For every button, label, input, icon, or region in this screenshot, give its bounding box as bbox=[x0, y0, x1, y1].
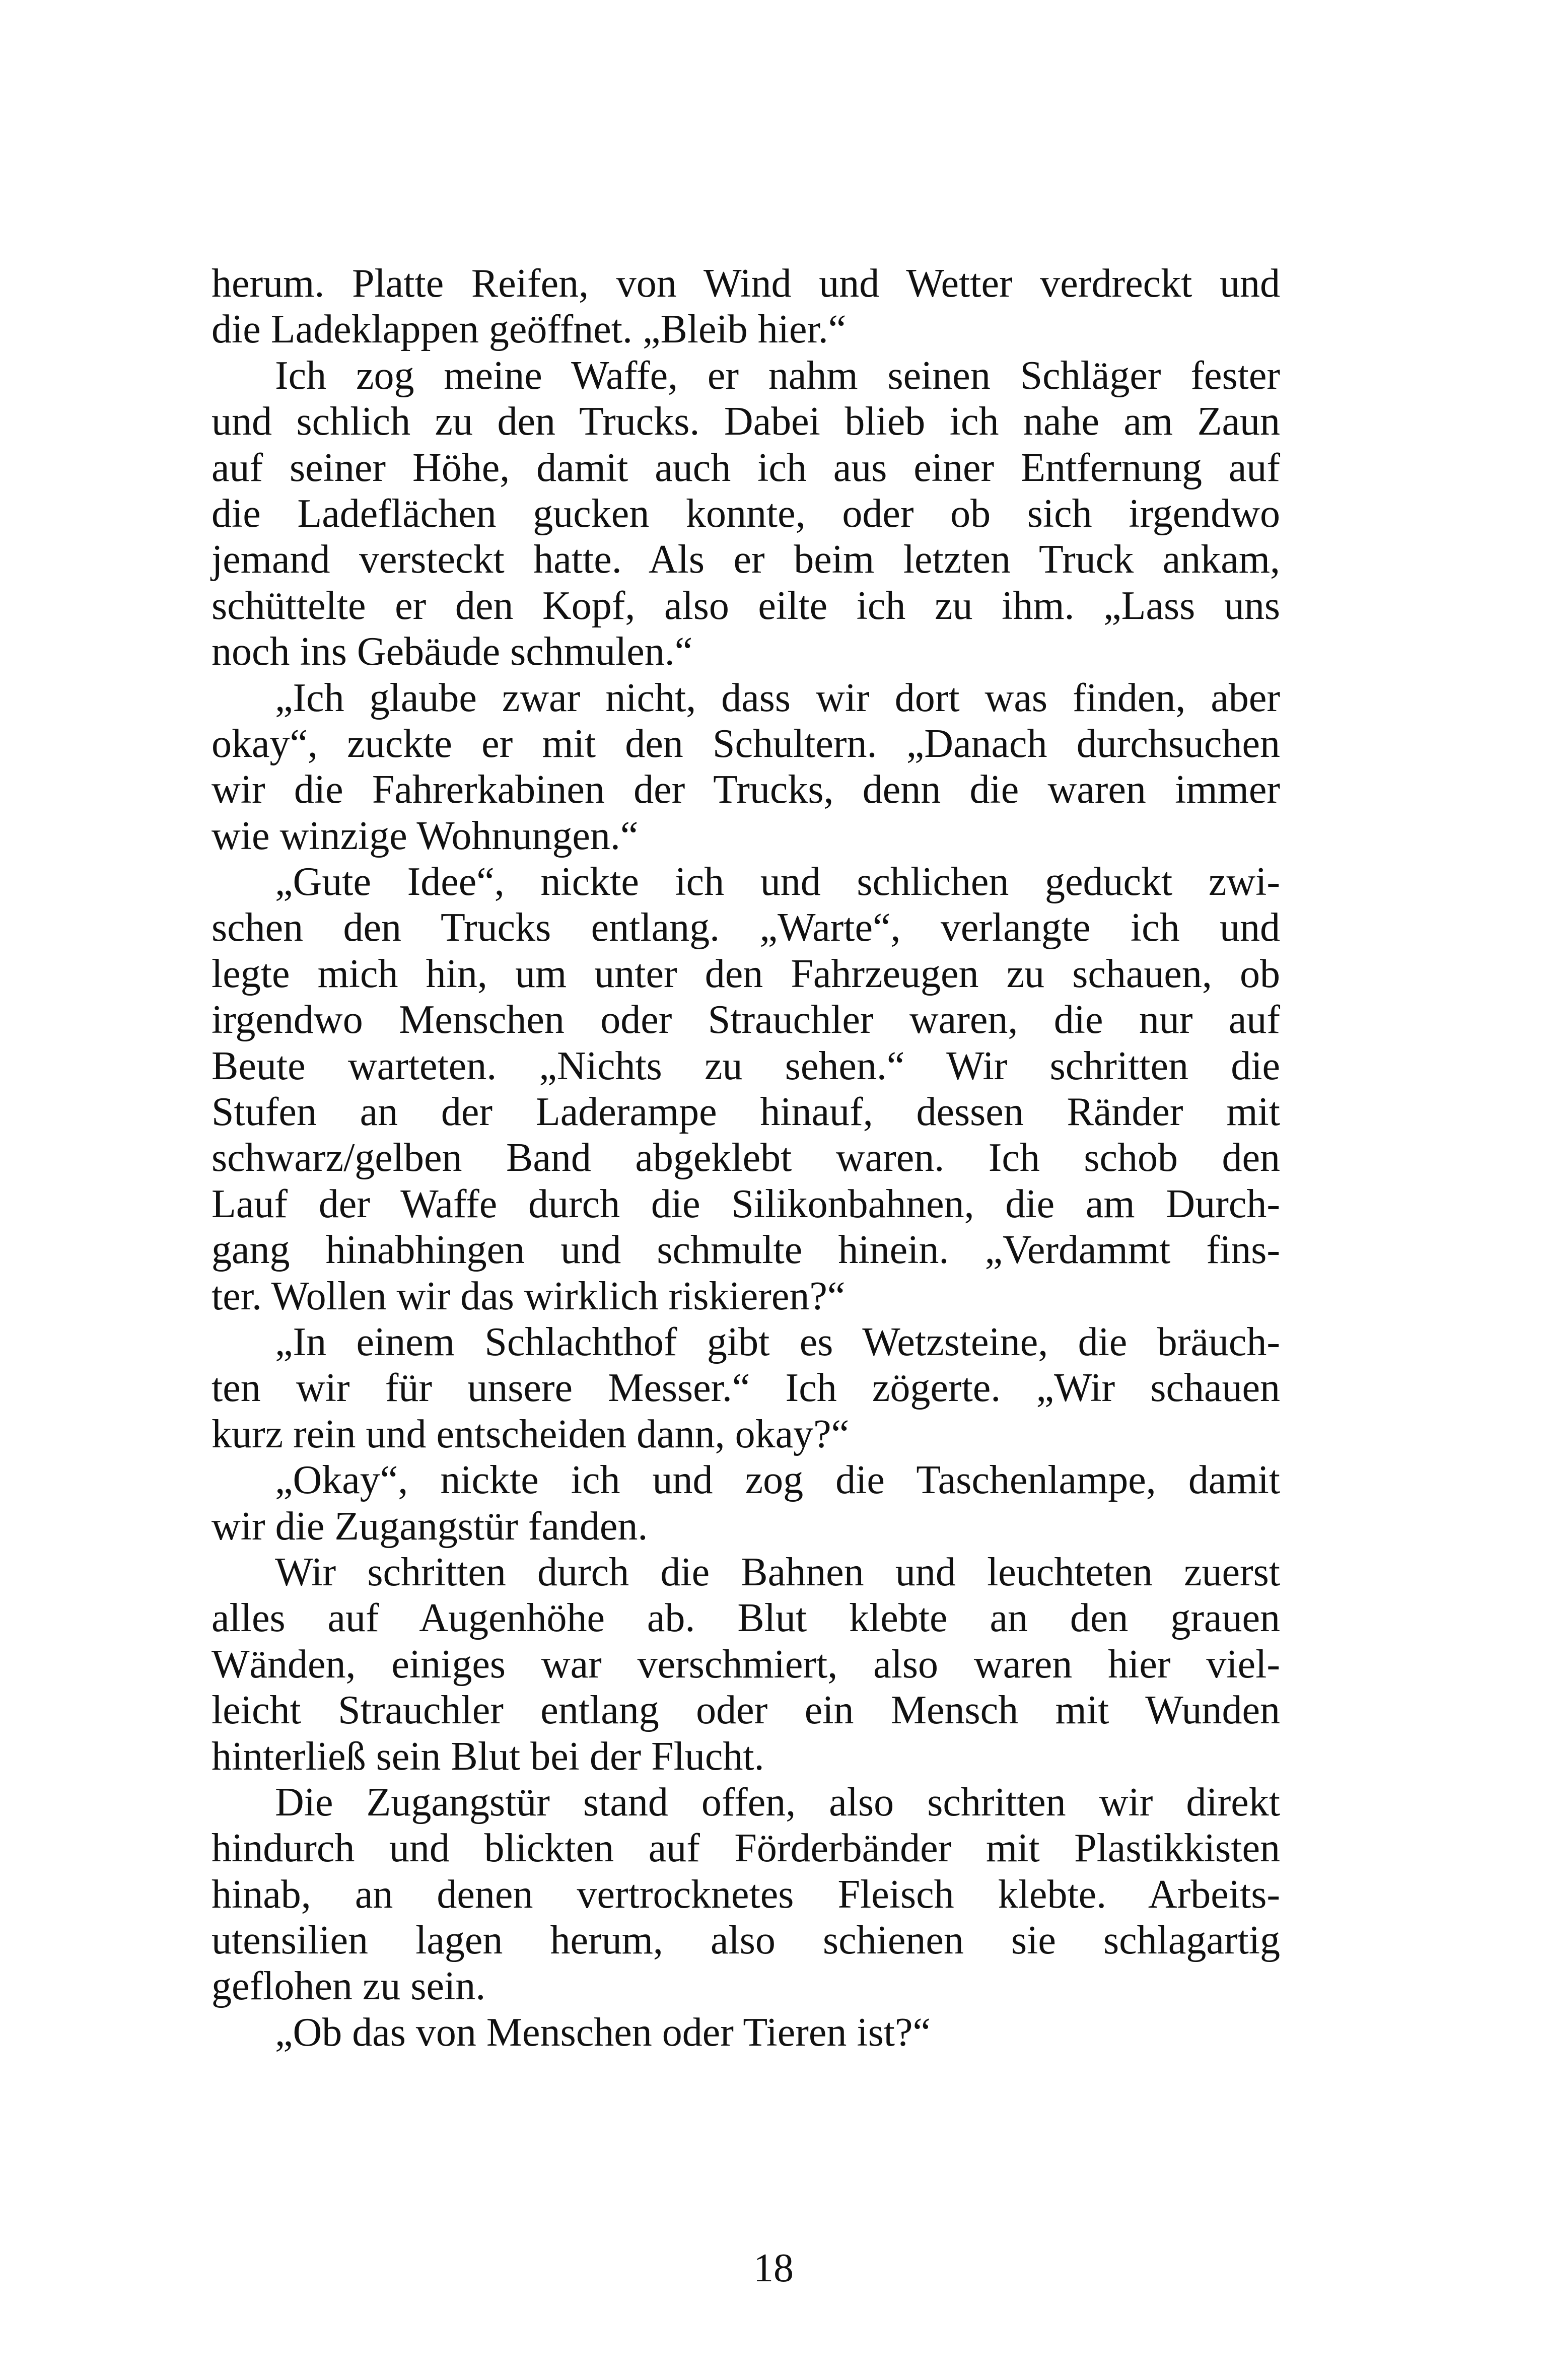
page-number: 18 bbox=[753, 2246, 794, 2290]
text-line: legte mich hin, um unter den Fahrzeugen zu schauen, ob bbox=[212, 951, 1280, 996]
text-line: ten wir für unsere Messer.“ Ich zögerte. „Wir schauen bbox=[212, 1366, 1280, 1411]
text-line: jemand versteckt hatte. Als er beim letzten Truck ankam, bbox=[212, 537, 1280, 582]
text-line: hinab, an denen vertrocknetes Fleisch klebte. Arbeits- bbox=[212, 1872, 1280, 1917]
text-line: herum. Platte Reifen, von Wind und Wetter verdreckt und bbox=[212, 261, 1280, 306]
text-line: die Ladeflächen gucken konnte, oder ob sich irgendwo bbox=[212, 491, 1280, 536]
text-line: wie winzige Wohnungen.“ bbox=[212, 813, 639, 858]
text-line: „Ich glaube zwar nicht, dass wir dort was finden, aber bbox=[275, 675, 1280, 720]
text-line: leicht Strauchler entlang oder ein Mensch mit Wunden bbox=[212, 1688, 1280, 1733]
text-line: wir die Fahrerkabinen der Trucks, denn die waren immer bbox=[212, 767, 1280, 812]
text-line: gang hinabhingen und schmulte hinein. „Verdammt fins- bbox=[212, 1228, 1280, 1273]
text-line: Beute warteten. „Nichts zu sehen.“ Wir schritten die bbox=[212, 1043, 1280, 1088]
text-line: ter. Wollen wir das wirklich riskieren?“ bbox=[212, 1274, 846, 1318]
text-line: schüttelte er den Kopf, also eilte ich zu ihm. „Lass uns bbox=[212, 583, 1280, 628]
text-line: und schlich zu den Trucks. Dabei blieb ich nahe am Zaun bbox=[212, 399, 1280, 444]
text-line: hinterließ sein Blut bei der Flucht. bbox=[212, 1734, 764, 1779]
text-line: kurz rein und entscheiden dann, okay?“ bbox=[212, 1412, 850, 1456]
text-line: Wänden, einiges war verschmiert, also waren hier viel- bbox=[212, 1642, 1280, 1687]
text-line: wir die Zugangstür fanden. bbox=[212, 1504, 648, 1549]
text-line: alles auf Augenhöhe ab. Blut klebte an den grauen bbox=[212, 1596, 1280, 1641]
text-line: „Okay“, nickte ich und zog die Taschenlampe, damit bbox=[275, 1458, 1280, 1503]
text-line: „Ob das von Menschen oder Tieren ist?“ bbox=[275, 2010, 931, 2055]
text-line: „In einem Schlachthof gibt es Wetzsteine, die bräuch- bbox=[275, 1319, 1280, 1364]
text-line: auf seiner Höhe, damit auch ich aus einer Entfernung auf bbox=[212, 445, 1280, 490]
text-line: noch ins Gebäude schmulen.“ bbox=[212, 629, 693, 674]
text-line: die Ladeklappen geöffnet. „Bleib hier.“ bbox=[212, 307, 847, 352]
text-line: geflohen zu sein. bbox=[212, 1964, 486, 2009]
text-line: hindurch und blickten auf Förderbänder mit Plastikkisten bbox=[212, 1826, 1280, 1871]
text-line: Lauf der Waffe durch die Silikonbahnen, die am Durch- bbox=[212, 1181, 1280, 1226]
text-line: utensilien lagen herum, also schienen sie schlagartig bbox=[212, 1918, 1280, 1963]
body-text bbox=[212, 261, 1280, 2056]
text-line: Die Zugangstür stand offen, also schritten wir direkt bbox=[275, 1780, 1280, 1825]
text-line: irgendwo Menschen oder Strauchler waren, die nur auf bbox=[212, 998, 1280, 1042]
text-line: schwarz/gelben Band abgeklebt waren. Ich schob den bbox=[212, 1136, 1280, 1180]
text-line: okay“, zuckte er mit den Schultern. „Danach durchsuchen bbox=[212, 721, 1280, 766]
text-line: Ich zog meine Waffe, er nahm seinen Schläger fester bbox=[275, 353, 1280, 398]
text-line: Stufen an der Laderampe hinauf, dessen Ränder mit bbox=[212, 1090, 1280, 1135]
text-line: schen den Trucks entlang. „Warte“, verlangte ich und bbox=[212, 905, 1280, 950]
text-line: Wir schritten durch die Bahnen und leuchteten zuerst bbox=[275, 1550, 1280, 1594]
text-line: „Gute Idee“, nickte ich und schlichen geduckt zwi- bbox=[275, 860, 1280, 904]
